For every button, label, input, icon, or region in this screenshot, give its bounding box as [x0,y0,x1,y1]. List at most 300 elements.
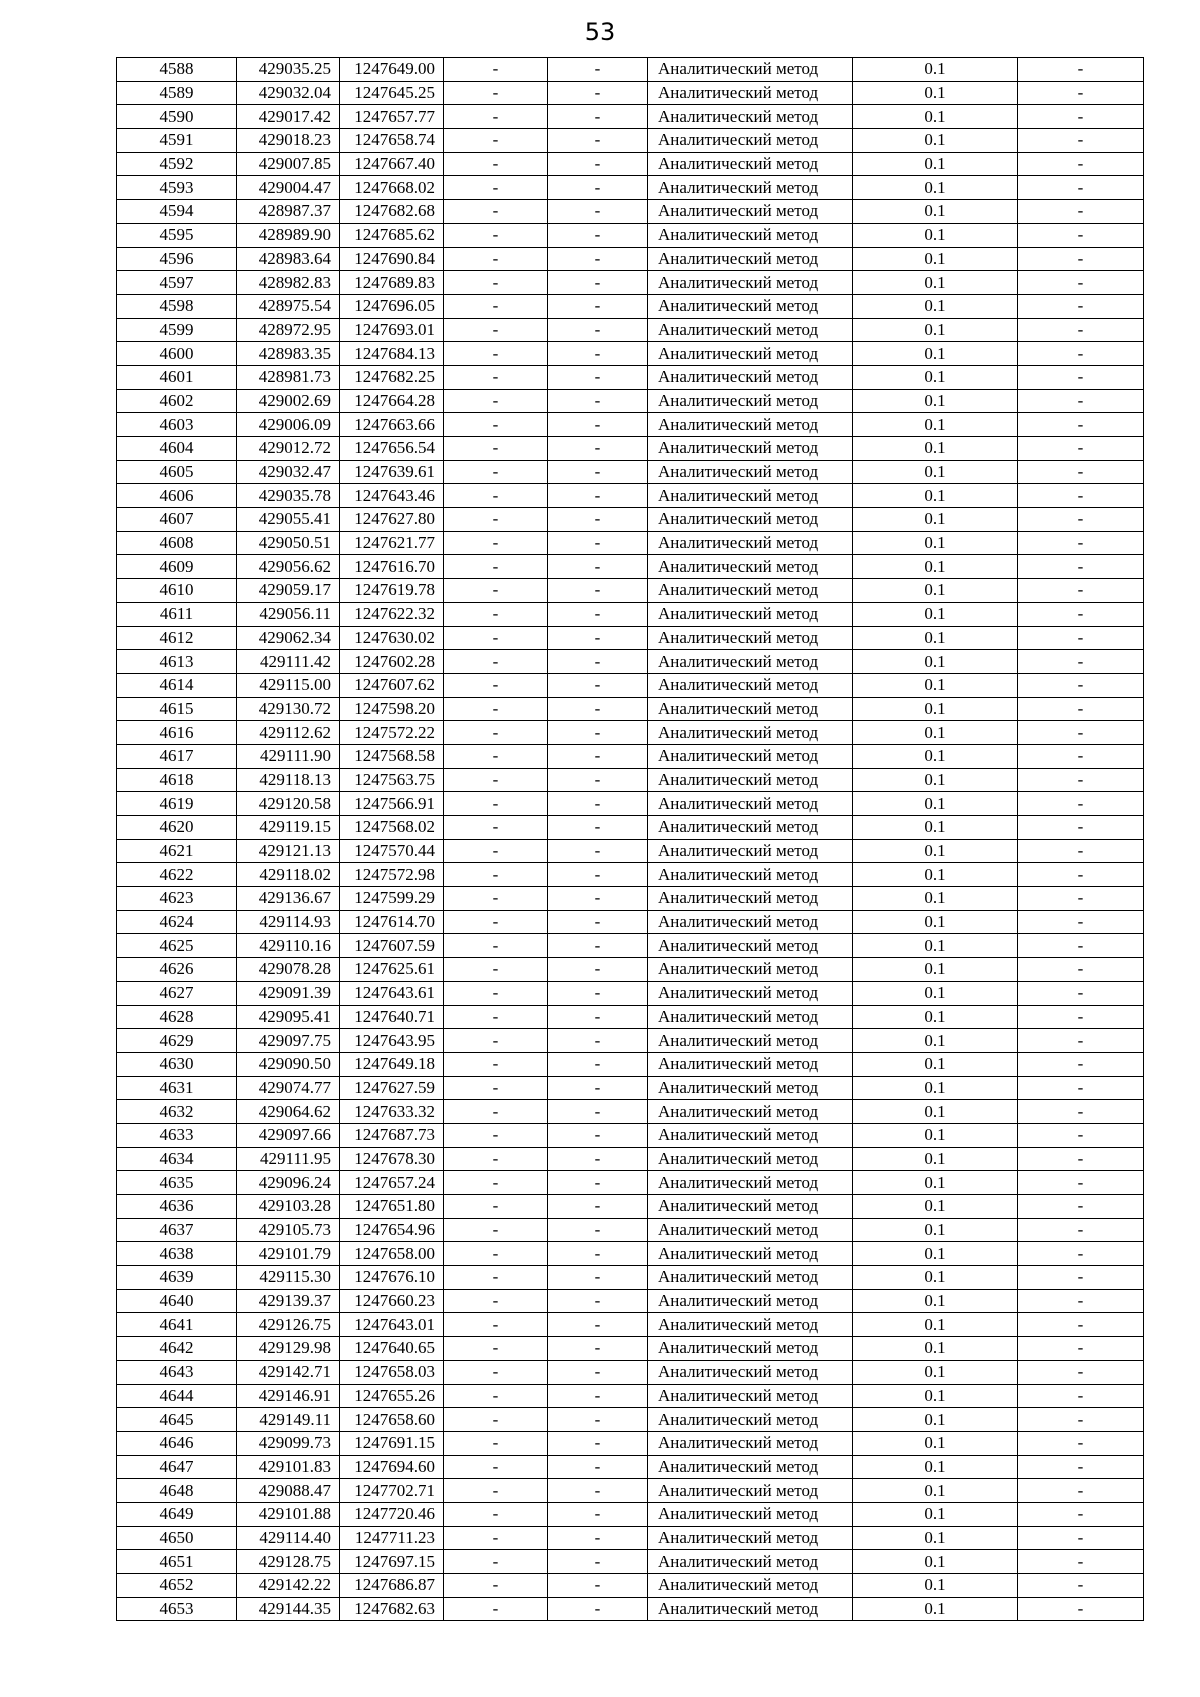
cell-col-4: - [444,1526,548,1550]
cell-method: Аналитический метод [648,626,853,650]
cell-y-coordinate: 1247684.13 [340,342,444,366]
cell-point-number: 4630 [117,1052,237,1076]
cell-col-5: - [548,1526,648,1550]
cell-method: Аналитический метод [648,697,853,721]
cell-y-coordinate: 1247599.29 [340,887,444,911]
cell-col-4: - [444,1313,548,1337]
cell-col-4: - [444,1502,548,1526]
cell-accuracy: 0.1 [853,792,1018,816]
cell-col-8: - [1018,626,1144,650]
cell-method: Аналитический метод [648,1123,853,1147]
cell-col-4: - [444,768,548,792]
cell-y-coordinate: 1247697.15 [340,1550,444,1574]
cell-y-coordinate: 1247682.25 [340,365,444,389]
cell-y-coordinate: 1247658.74 [340,129,444,153]
cell-y-coordinate: 1247651.80 [340,1195,444,1219]
cell-y-coordinate: 1247668.02 [340,176,444,200]
cell-col-5: - [548,626,648,650]
table-row [117,602,1144,626]
cell-col-5: - [548,839,648,863]
cell-col-8: - [1018,839,1144,863]
table-row [117,1502,1144,1526]
cell-point-number: 4643 [117,1360,237,1384]
cell-col-8: - [1018,1195,1144,1219]
cell-accuracy: 0.1 [853,697,1018,721]
cell-col-4: - [444,1360,548,1384]
cell-accuracy: 0.1 [853,508,1018,532]
cell-point-number: 4644 [117,1384,237,1408]
cell-col-8: - [1018,1242,1144,1266]
cell-y-coordinate: 1247656.54 [340,437,444,461]
table-row [117,839,1144,863]
cell-col-4: - [444,1266,548,1290]
cell-y-coordinate: 1247663.66 [340,413,444,437]
cell-y-coordinate: 1247614.70 [340,910,444,934]
cell-accuracy: 0.1 [853,176,1018,200]
cell-col-5: - [548,365,648,389]
cell-col-8: - [1018,697,1144,721]
cell-col-8: - [1018,58,1144,82]
cell-accuracy: 0.1 [853,1337,1018,1361]
cell-col-8: - [1018,1597,1144,1621]
table-row [117,744,1144,768]
cell-method: Аналитический метод [648,460,853,484]
cell-point-number: 4600 [117,342,237,366]
cell-col-4: - [444,1147,548,1171]
cell-point-number: 4617 [117,744,237,768]
cell-col-8: - [1018,1502,1144,1526]
cell-method: Аналитический метод [648,389,853,413]
cell-accuracy: 0.1 [853,579,1018,603]
cell-col-4: - [444,1052,548,1076]
table-row [117,650,1144,674]
cell-x-coordinate: 429035.78 [237,484,340,508]
cell-method: Аналитический метод [648,1076,853,1100]
cell-accuracy: 0.1 [853,839,1018,863]
cell-col-5: - [548,200,648,224]
cell-accuracy: 0.1 [853,626,1018,650]
cell-x-coordinate: 429032.04 [237,81,340,105]
cell-y-coordinate: 1247602.28 [340,650,444,674]
cell-y-coordinate: 1247676.10 [340,1266,444,1290]
cell-point-number: 4616 [117,721,237,745]
cell-accuracy: 0.1 [853,1266,1018,1290]
cell-point-number: 4624 [117,910,237,934]
cell-col-5: - [548,81,648,105]
cell-col-8: - [1018,294,1144,318]
cell-point-number: 4594 [117,200,237,224]
cell-x-coordinate: 428981.73 [237,365,340,389]
cell-point-number: 4652 [117,1574,237,1598]
table-row [117,1360,1144,1384]
table-row [117,1384,1144,1408]
cell-accuracy: 0.1 [853,1123,1018,1147]
cell-accuracy: 0.1 [853,1147,1018,1171]
cell-col-4: - [444,1455,548,1479]
cell-y-coordinate: 1247616.70 [340,555,444,579]
cell-x-coordinate: 429120.58 [237,792,340,816]
cell-accuracy: 0.1 [853,342,1018,366]
cell-x-coordinate: 429017.42 [237,105,340,129]
cell-x-coordinate: 429142.71 [237,1360,340,1384]
cell-col-5: - [548,1100,648,1124]
cell-x-coordinate: 429078.28 [237,958,340,982]
cell-point-number: 4636 [117,1195,237,1219]
cell-y-coordinate: 1247689.83 [340,271,444,295]
table-row [117,768,1144,792]
cell-col-5: - [548,176,648,200]
cell-accuracy: 0.1 [853,105,1018,129]
cell-method: Аналитический метод [648,531,853,555]
cell-col-8: - [1018,508,1144,532]
cell-x-coordinate: 429018.23 [237,129,340,153]
cell-method: Аналитический метод [648,1574,853,1598]
table-row [117,626,1144,650]
cell-method: Аналитический метод [648,413,853,437]
cell-accuracy: 0.1 [853,1289,1018,1313]
cell-col-4: - [444,1574,548,1598]
cell-x-coordinate: 429035.25 [237,58,340,82]
cell-col-8: - [1018,200,1144,224]
cell-y-coordinate: 1247640.71 [340,1005,444,1029]
cell-col-5: - [548,863,648,887]
table-row [117,460,1144,484]
cell-col-8: - [1018,342,1144,366]
table-row [117,1218,1144,1242]
cell-col-8: - [1018,1029,1144,1053]
cell-y-coordinate: 1247664.28 [340,389,444,413]
cell-y-coordinate: 1247649.00 [340,58,444,82]
cell-col-8: - [1018,981,1144,1005]
cell-y-coordinate: 1247640.65 [340,1337,444,1361]
cell-col-4: - [444,413,548,437]
cell-method: Аналитический метод [648,484,853,508]
cell-col-5: - [548,1242,648,1266]
cell-col-5: - [548,887,648,911]
cell-col-4: - [444,294,548,318]
cell-method: Аналитический метод [648,579,853,603]
cell-method: Аналитический метод [648,958,853,982]
cell-y-coordinate: 1247627.59 [340,1076,444,1100]
cell-method: Аналитический метод [648,176,853,200]
cell-method: Аналитический метод [648,721,853,745]
cell-col-5: - [548,294,648,318]
cell-x-coordinate: 429097.66 [237,1123,340,1147]
cell-x-coordinate: 429105.73 [237,1218,340,1242]
table-row [117,365,1144,389]
cell-col-8: - [1018,247,1144,271]
cell-col-4: - [444,1431,548,1455]
cell-col-4: - [444,839,548,863]
cell-col-5: - [548,673,648,697]
table-row [117,223,1144,247]
cell-col-5: - [548,1171,648,1195]
cell-accuracy: 0.1 [853,1005,1018,1029]
cell-point-number: 4634 [117,1147,237,1171]
cell-point-number: 4606 [117,484,237,508]
cell-col-4: - [444,744,548,768]
cell-col-5: - [548,1313,648,1337]
cell-x-coordinate: 429074.77 [237,1076,340,1100]
cell-x-coordinate: 429142.22 [237,1574,340,1598]
cell-col-4: - [444,271,548,295]
cell-col-5: - [548,744,648,768]
cell-point-number: 4614 [117,673,237,697]
cell-col-4: - [444,365,548,389]
cell-col-5: - [548,484,648,508]
cell-x-coordinate: 429149.11 [237,1408,340,1432]
cell-point-number: 4621 [117,839,237,863]
cell-point-number: 4649 [117,1502,237,1526]
cell-col-5: - [548,1455,648,1479]
cell-col-8: - [1018,721,1144,745]
cell-point-number: 4589 [117,81,237,105]
table-row [117,531,1144,555]
cell-method: Аналитический метод [648,863,853,887]
cell-point-number: 4615 [117,697,237,721]
cell-accuracy: 0.1 [853,1455,1018,1479]
cell-col-5: - [548,650,648,674]
page-number: 53 [584,18,616,46]
table-row [117,1147,1144,1171]
table-row [117,1123,1144,1147]
cell-point-number: 4608 [117,531,237,555]
cell-y-coordinate: 1247720.46 [340,1502,444,1526]
cell-x-coordinate: 429064.62 [237,1100,340,1124]
cell-col-5: - [548,1431,648,1455]
cell-col-4: - [444,1005,548,1029]
cell-col-8: - [1018,863,1144,887]
cell-col-5: - [548,223,648,247]
cell-col-8: - [1018,1408,1144,1432]
cell-x-coordinate: 429114.40 [237,1526,340,1550]
cell-col-4: - [444,887,548,911]
cell-y-coordinate: 1247643.46 [340,484,444,508]
cell-method: Аналитический метод [648,744,853,768]
cell-accuracy: 0.1 [853,247,1018,271]
cell-x-coordinate: 429091.39 [237,981,340,1005]
cell-col-4: - [444,1242,548,1266]
cell-col-4: - [444,1597,548,1621]
cell-x-coordinate: 429121.13 [237,839,340,863]
cell-method: Аналитический метод [648,887,853,911]
cell-col-4: - [444,721,548,745]
cell-col-4: - [444,318,548,342]
cell-accuracy: 0.1 [853,744,1018,768]
cell-col-5: - [548,1502,648,1526]
cell-method: Аналитический метод [648,129,853,153]
cell-col-4: - [444,1550,548,1574]
cell-col-8: - [1018,1574,1144,1598]
cell-col-8: - [1018,1479,1144,1503]
cell-col-5: - [548,1337,648,1361]
cell-method: Аналитический метод [648,342,853,366]
cell-method: Аналитический метод [648,223,853,247]
cell-y-coordinate: 1247643.01 [340,1313,444,1337]
cell-y-coordinate: 1247645.25 [340,81,444,105]
cell-x-coordinate: 429096.24 [237,1171,340,1195]
cell-x-coordinate: 429130.72 [237,697,340,721]
cell-col-5: - [548,389,648,413]
cell-method: Аналитический метод [648,152,853,176]
cell-x-coordinate: 429099.73 [237,1431,340,1455]
cell-col-4: - [444,81,548,105]
cell-col-5: - [548,508,648,532]
table-row [117,958,1144,982]
cell-method: Аналитический метод [648,1171,853,1195]
cell-col-4: - [444,792,548,816]
cell-col-4: - [444,508,548,532]
table-row [117,1029,1144,1053]
cell-col-5: - [548,247,648,271]
cell-col-4: - [444,176,548,200]
cell-col-8: - [1018,484,1144,508]
cell-col-5: - [548,1123,648,1147]
cell-col-8: - [1018,81,1144,105]
table-row [117,1313,1144,1337]
cell-y-coordinate: 1247572.98 [340,863,444,887]
cell-method: Аналитический метод [648,1455,853,1479]
cell-col-4: - [444,152,548,176]
cell-col-8: - [1018,1171,1144,1195]
cell-col-8: - [1018,460,1144,484]
cell-col-5: - [548,981,648,1005]
cell-col-4: - [444,1171,548,1195]
cell-point-number: 4607 [117,508,237,532]
table-row [117,981,1144,1005]
cell-y-coordinate: 1247598.20 [340,697,444,721]
cell-method: Аналитический метод [648,200,853,224]
table-row [117,792,1144,816]
cell-point-number: 4640 [117,1289,237,1313]
cell-col-8: - [1018,934,1144,958]
cell-accuracy: 0.1 [853,934,1018,958]
cell-col-5: - [548,1076,648,1100]
cell-y-coordinate: 1247687.73 [340,1123,444,1147]
cell-point-number: 4628 [117,1005,237,1029]
cell-col-8: - [1018,1550,1144,1574]
cell-y-coordinate: 1247667.40 [340,152,444,176]
cell-y-coordinate: 1247649.18 [340,1052,444,1076]
cell-accuracy: 0.1 [853,531,1018,555]
cell-col-8: - [1018,1076,1144,1100]
cell-col-4: - [444,389,548,413]
cell-x-coordinate: 429007.85 [237,152,340,176]
cell-col-8: - [1018,744,1144,768]
cell-col-8: - [1018,579,1144,603]
cell-x-coordinate: 429128.75 [237,1550,340,1574]
cell-method: Аналитический метод [648,1100,853,1124]
cell-col-8: - [1018,531,1144,555]
cell-y-coordinate: 1247678.30 [340,1147,444,1171]
table-row [117,1574,1144,1598]
cell-accuracy: 0.1 [853,768,1018,792]
table-row [117,342,1144,366]
cell-accuracy: 0.1 [853,484,1018,508]
table-row [117,58,1144,82]
cell-point-number: 4596 [117,247,237,271]
cell-accuracy: 0.1 [853,1360,1018,1384]
cell-y-coordinate: 1247639.61 [340,460,444,484]
cell-x-coordinate: 429129.98 [237,1337,340,1361]
cell-accuracy: 0.1 [853,318,1018,342]
cell-col-5: - [548,460,648,484]
cell-col-5: - [548,1550,648,1574]
cell-y-coordinate: 1247657.77 [340,105,444,129]
cell-method: Аналитический метод [648,1337,853,1361]
cell-x-coordinate: 429101.79 [237,1242,340,1266]
cell-col-5: - [548,1052,648,1076]
cell-y-coordinate: 1247572.22 [340,721,444,745]
cell-col-5: - [548,910,648,934]
cell-x-coordinate: 429006.09 [237,413,340,437]
cell-accuracy: 0.1 [853,389,1018,413]
cell-col-8: - [1018,413,1144,437]
cell-accuracy: 0.1 [853,673,1018,697]
cell-x-coordinate: 429090.50 [237,1052,340,1076]
cell-col-4: - [444,1195,548,1219]
cell-x-coordinate: 429101.83 [237,1455,340,1479]
cell-col-4: - [444,437,548,461]
cell-y-coordinate: 1247619.78 [340,579,444,603]
cell-point-number: 4605 [117,460,237,484]
cell-col-5: - [548,1005,648,1029]
cell-accuracy: 0.1 [853,1597,1018,1621]
cell-col-4: - [444,342,548,366]
cell-method: Аналитический метод [648,318,853,342]
cell-col-4: - [444,1408,548,1432]
cell-accuracy: 0.1 [853,58,1018,82]
table-row [117,555,1144,579]
table-row [117,294,1144,318]
cell-x-coordinate: 429055.41 [237,508,340,532]
cell-method: Аналитический метод [648,1597,853,1621]
cell-col-8: - [1018,1123,1144,1147]
cell-col-8: - [1018,105,1144,129]
table-row [117,176,1144,200]
cell-col-5: - [548,1479,648,1503]
cell-method: Аналитический метод [648,673,853,697]
cell-y-coordinate: 1247607.59 [340,934,444,958]
cell-point-number: 4627 [117,981,237,1005]
table-row [117,152,1144,176]
cell-col-8: - [1018,223,1144,247]
cell-y-coordinate: 1247643.95 [340,1029,444,1053]
cell-col-8: - [1018,1384,1144,1408]
cell-point-number: 4633 [117,1123,237,1147]
cell-col-8: - [1018,389,1144,413]
cell-accuracy: 0.1 [853,1550,1018,1574]
cell-col-5: - [548,721,648,745]
cell-accuracy: 0.1 [853,413,1018,437]
cell-col-8: - [1018,1052,1144,1076]
cell-method: Аналитический метод [648,1479,853,1503]
cell-col-4: - [444,1337,548,1361]
table-row [117,271,1144,295]
cell-col-5: - [548,1574,648,1598]
cell-y-coordinate: 1247657.24 [340,1171,444,1195]
cell-point-number: 4626 [117,958,237,982]
table-row [117,1550,1144,1574]
cell-point-number: 4653 [117,1597,237,1621]
cell-col-5: - [548,934,648,958]
cell-col-4: - [444,650,548,674]
cell-col-4: - [444,1218,548,1242]
cell-x-coordinate: 429112.62 [237,721,340,745]
cell-accuracy: 0.1 [853,650,1018,674]
cell-method: Аналитический метод [648,981,853,1005]
cell-col-4: - [444,129,548,153]
